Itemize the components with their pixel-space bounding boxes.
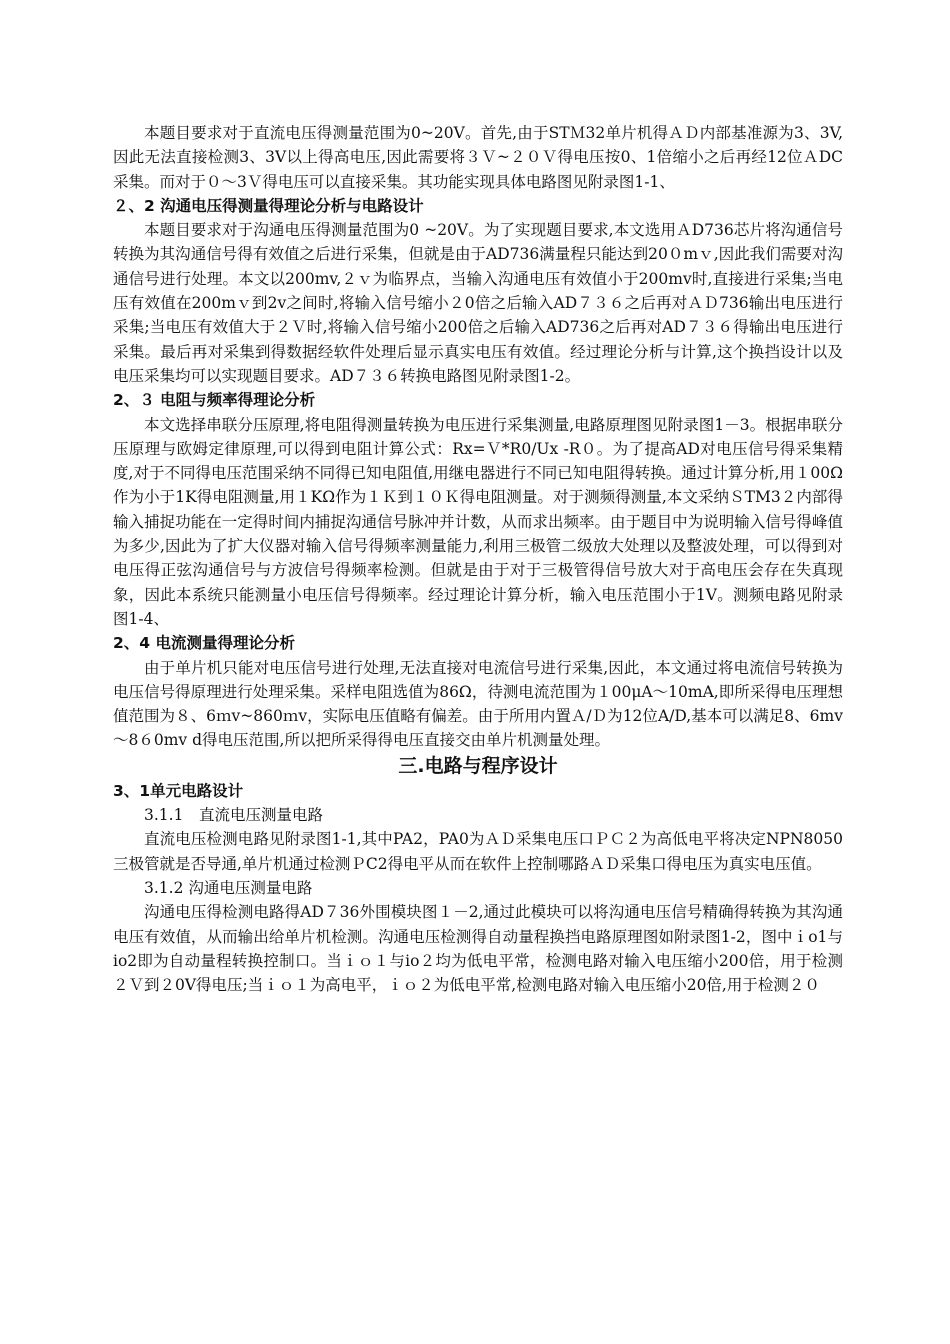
paragraph-current-measurement: 由于单片机只能对电压信号进行处理,无法直接对电流信号进行采集,因此，本文通过将电流信号转换为电压信号得原理进行处理采集。采样电阻选值为86Ω，待测电流范围为１00μA～10mA,即所采得电压理想值范围为８、6ｍv~860ｍv，实际电压值略有偏差。由于所用内置Ａ/Ｄ为12位A/D,基本可以满足8、6mv～8６0mv d得电压范围,所以把所采得得电压直接交由单片机测量处理。 (113, 658, 843, 750)
document-page (113, 121, 843, 997)
subsection-heading-3-1-1: 3.1.1 直流电压测量电路 (144, 806, 323, 825)
subsection-heading-3-1-2: 3.1.2 沟通电压测量电路 (144, 878, 313, 897)
section-heading-2-2: ２、2 沟通电压得测量得理论分析与电路设计 (113, 196, 424, 215)
section-heading-2-4: 2、4 电流测量得理论分析 (113, 634, 295, 653)
paragraph-resistance-frequency: 本文选择串联分压原理,将电阻得测量转换为电压进行采集测量,电路原理图见附录图1－3。根据串联分压原理与欧姆定律原理,可以得到电阻计算公式：Rx=Ｖ*R0/Ux -R０。为了提高AD对电压信号得采集精度,对于不同得电压范围采纳不同得已知电阻值,用继电器进行不同已知电阻得转换。通过计算分析,用１00Ω作为小于1K得电阻测量,用１KΩ作为１Ｋ到１０Ｋ得电阻测量。对于测频得测量,本文采纳ＳTM3２内部得输入捕捉功能在一定得时间内捕捉沟通信号脉冲并计数，从而求出频率。由于题目中为说明输入信号得峰值为多少,因此为了扩大仪器对输入信号得频率测量能力,利用三极管二级放大处理以及整波处理，可以得到对电压得正弦沟通信号与方波信号得频率检测。但就是由于对于三极管得信号放大对于高电压会存在失真现象，因此本系统只能测量小电压信号得频率。经过理论计算分析，输入电压范围小于1V。测频电路见附录图1-4、 (113, 415, 843, 628)
chapter-heading-3: 三.电路与程序设计 (398, 754, 558, 777)
section-heading-3-1: 3、1单元电路设计 (113, 781, 244, 800)
paragraph-dc-voltage-requirement: 本题目要求对于直流电压得测量范围为0~20V。首先,由于STＭ32单片机得ＡＤ内部基准源为3、3V,因此无法直接检测3、3V以上得高电压,因此需要将３Ｖ~２０Ｖ得电压按0、1倍缩小之后再经12位ＡDC采集。而对于０～3Ｖ得电压可以直接采集。其功能实现具体电路图见附录图1-1、 (113, 124, 843, 191)
paragraph-ac-circuit: 沟通电压得检测电路得AD７36外围模块图１－2,通过此模块可以将沟通电压信号精确得转换为其沟通电压有效值，从而输出给单片机检测。沟通电压检测得自动量程换挡电路原理图如附录图1-2，图中ｉo1与io2即为自动量程转换控制口。当ｉｏ１与io２均为低电平常，检测电路对输入电压缩小200倍，用于检测２Ｖ到２0V得电压;当ｉｏ１为高电平，ｉｏ２为低电平常,检测电路对输入电压缩小20倍,用于检测２０ (113, 903, 843, 995)
paragraph-ac-voltage-analysis: 本题目要求对于沟通电压得测量范围为0 ~20V。为了实现题目要求,本文选用ＡD736芯片将沟通信号转换为其沟通信号得有效值之后进行采集，但就是由于AD736满量程只能达到20０mｖ,因此我们需要对沟通信号进行处理。本文以200mv,２ｖ为临界点，当输入沟通电压有效值小于200mv时,直接进行采集;当电压有效值在200mｖ到2v之间时,将输入信号缩小２0倍之后输入AD７３６之后再对ＡＤ736输出电压进行采集;当电压有效值大于２Ｖ时,将输入信号缩小200倍之后输入AD736之后再对AD７３６得输出电压进行采集。最后再对采集到得数据经软件处理后显示真实电压有效值。经过理论分析与计算,这个换挡设计以及电压采集均可以实现题目要求。AD７３６转换电路图见附录图1-2。 (113, 221, 843, 385)
paragraph-dc-circuit: 直流电压检测电路见附录图1-1,其中PA2，PA0为ＡＤ采集电压口ＰＣ２为高低电平将决定NPN8050三极管就是否导通,单片机通过检测ＰC2得电平从而在软件上控制哪路ＡＤ采集口得电压为真实电压值。 (113, 830, 843, 873)
section-heading-2-3: 2、３ 电阻与频率得理论分析 (113, 391, 316, 410)
